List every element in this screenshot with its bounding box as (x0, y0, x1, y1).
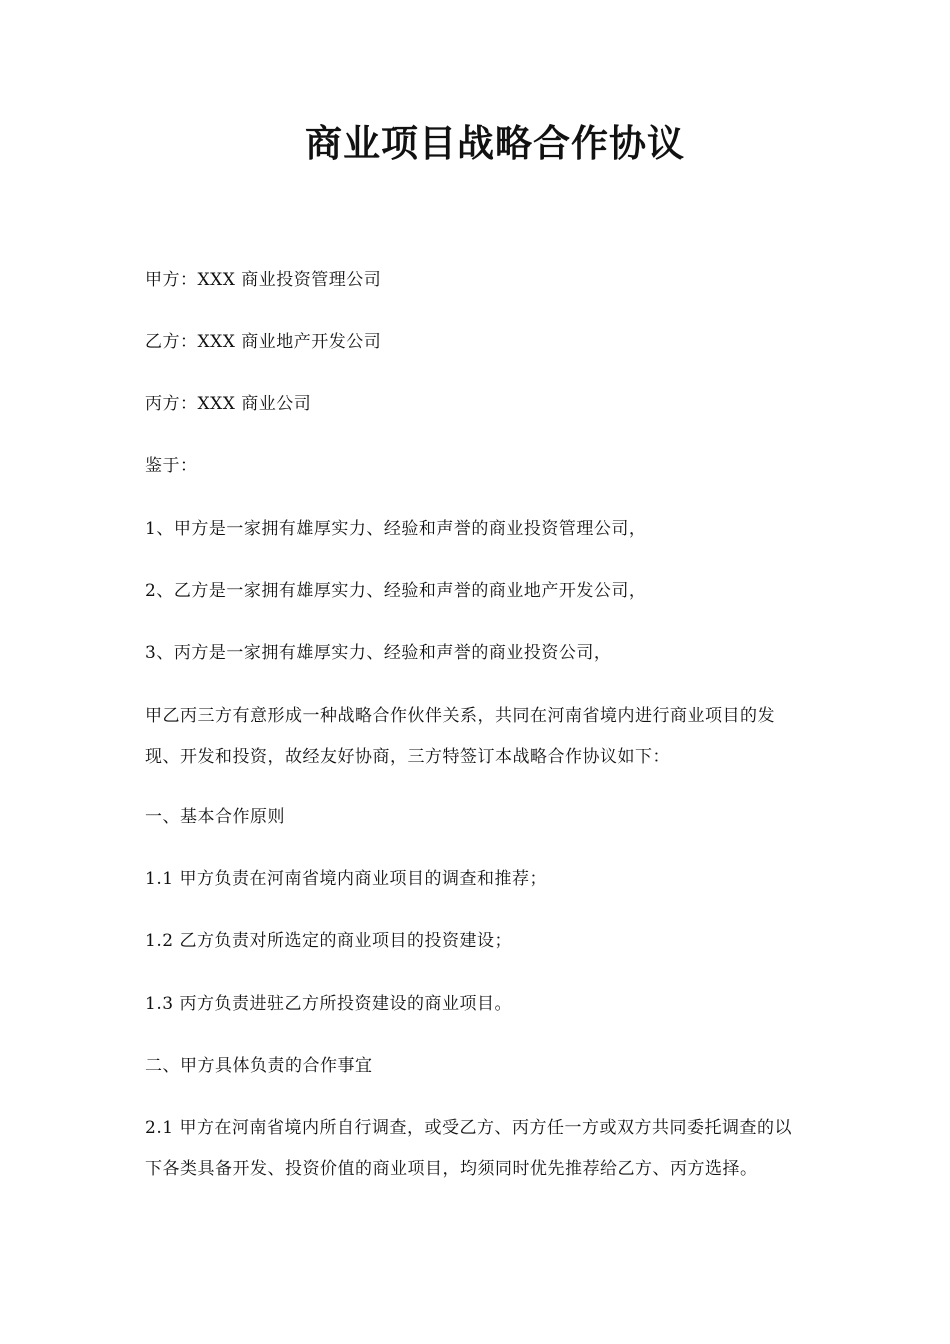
section-1-heading: 一、基本合作原则 (145, 807, 285, 827)
whereas-heading: 鉴于： (145, 456, 198, 476)
clause-1-3: 1.3 丙方负责进驻乙方所投资建设的商业项目。 (145, 994, 512, 1014)
whereas-item-3: 3、丙方是一家拥有雄厚实力、经验和声誉的商业投资公司， (145, 643, 612, 663)
whereas-item-1: 1、甲方是一家拥有雄厚实力、经验和声誉的商业投资管理公司， (145, 519, 647, 539)
section-2-heading: 二、甲方具体负责的合作事宜 (145, 1056, 373, 1076)
party-a-line: 甲方：XXX 商业投资管理公司 (145, 270, 382, 290)
intent-paragraph: 甲乙丙三方有意形成一种战略合作伙伴关系，共同在河南省境内进行商业项目的发现、开发和投资，故经友好协商，三方特签订本战略合作协议如下： (145, 706, 775, 767)
clause-1-1: 1.1 甲方负责在河南省境内商业项目的调查和推荐； (145, 869, 547, 889)
party-b-line: 乙方：XXX 商业地产开发公司 (145, 332, 382, 352)
whereas-item-2: 2、乙方是一家拥有雄厚实力、经验和声誉的商业地产开发公司， (145, 581, 647, 601)
clause-2-1: 2.1 甲方在河南省境内所自行调查，或受乙方、丙方任一方或双方共同委托调查的以下各类具备开发、投资价值的商业项目，均须同时优先推荐给乙方、丙方选择。 (145, 1118, 792, 1179)
party-c-line: 丙方：XXX 商业公司 (145, 394, 312, 414)
clause-1-2: 1.2 乙方负责对所选定的商业项目的投资建设； (145, 931, 512, 951)
document-title: 商业项目战略合作协议 (305, 122, 685, 165)
